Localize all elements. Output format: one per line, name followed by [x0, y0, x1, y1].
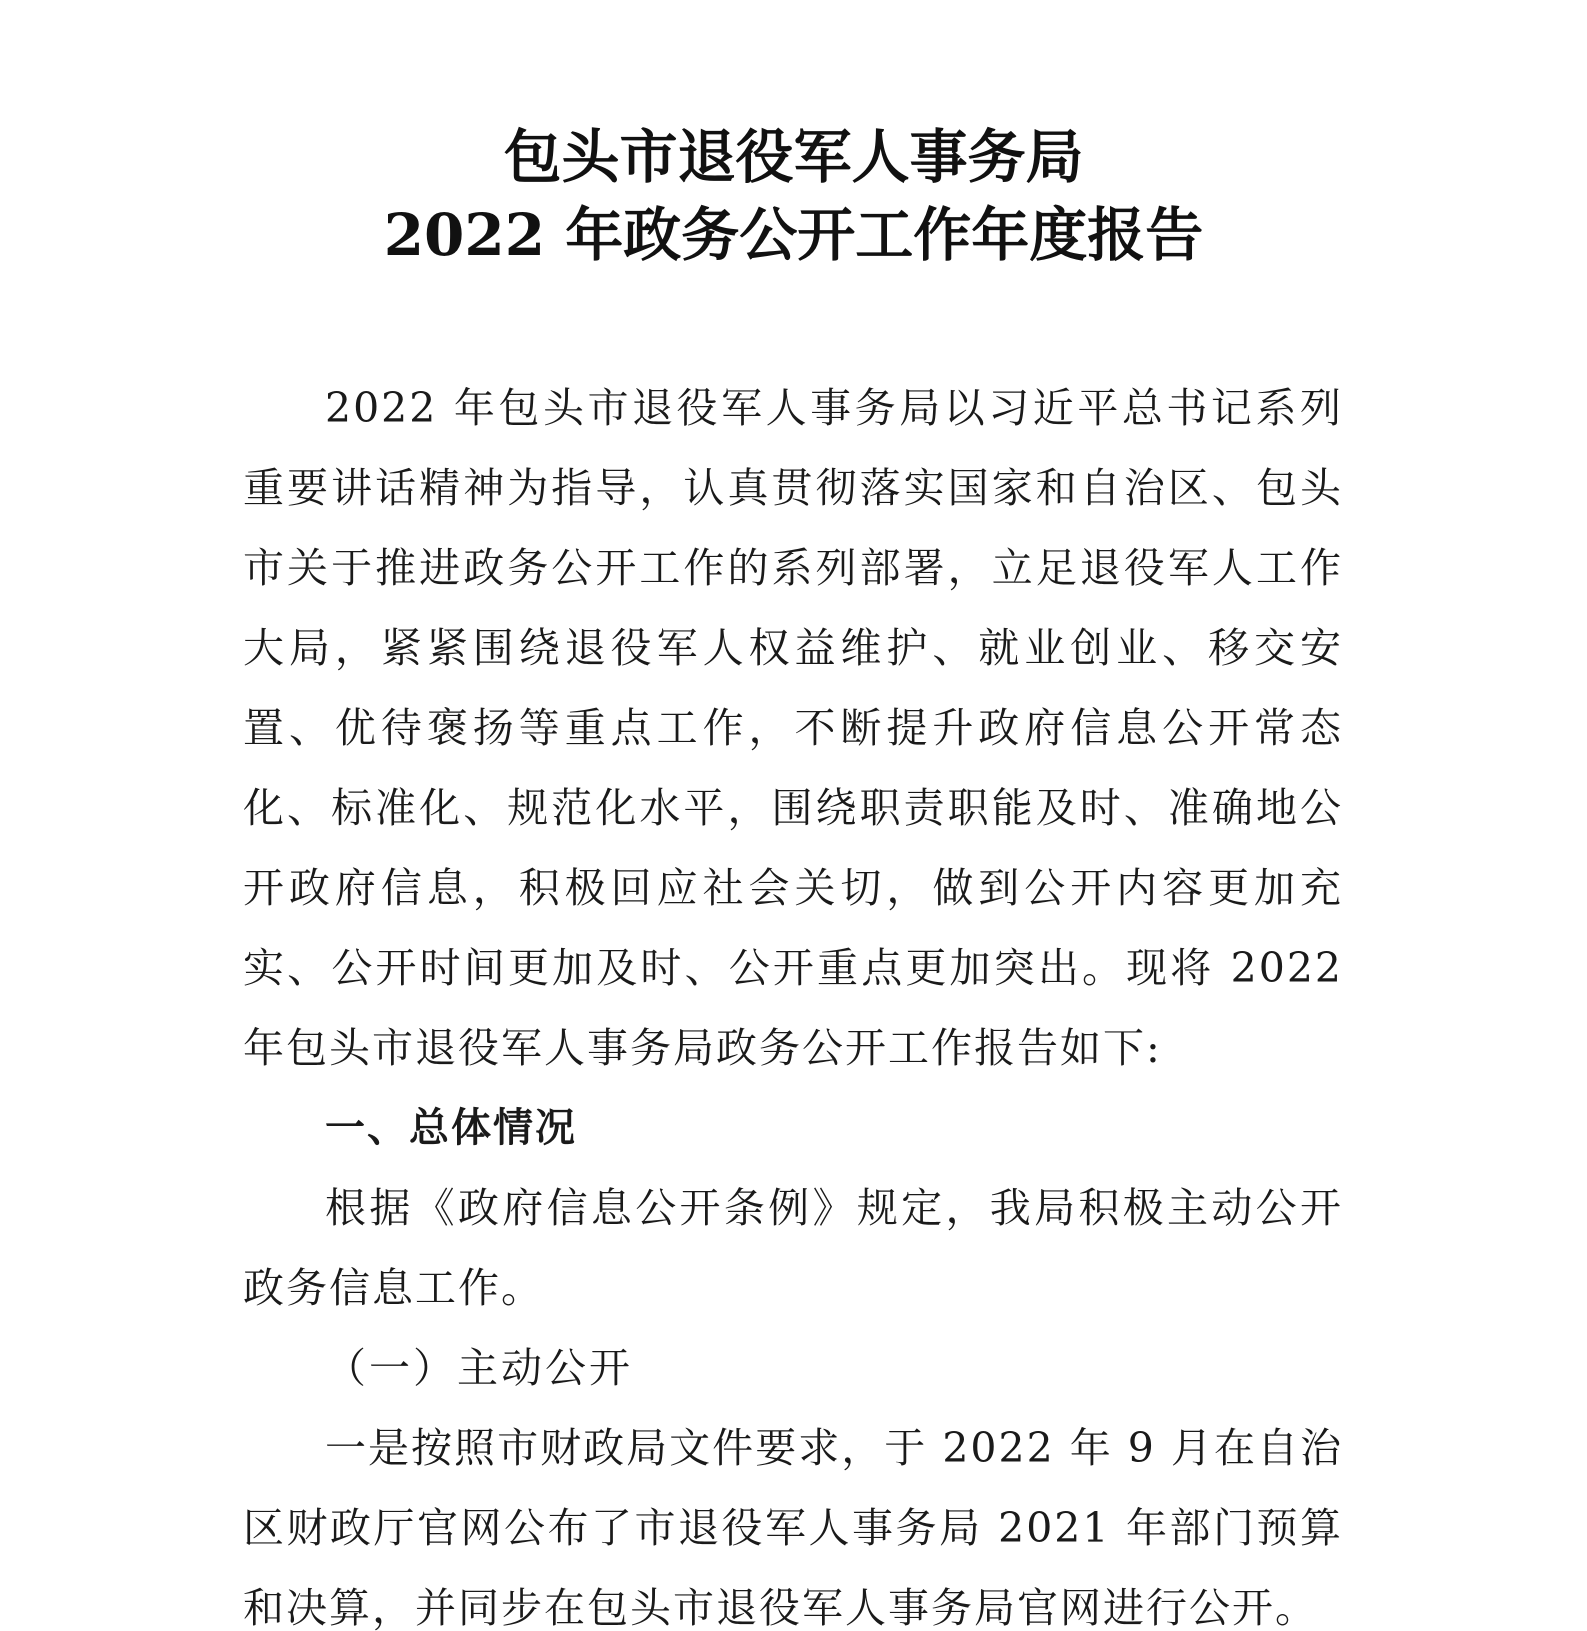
title-line-1: 包头市退役军人事务局 [503, 123, 1084, 191]
document-title [0, 118, 1587, 274]
subsection-heading-proactive: （一）主动公开 [325, 1344, 633, 1392]
document-body [243, 368, 1343, 1631]
title-line-2: 2022 年政务公开工作年度报告 [383, 201, 1204, 269]
intro-paragraph: 2022 年包头市退役军人事务局以习近平总书记系列重要讲话精神为指导，认真贯彻落实国家和自治区、包头市关于推进政务公开工作的系列部署，立足退役军人工作大局，紧紧围绕退役军人权益维护、就业创业、移交安置、优待褒扬等重点工作，不断提升政府信息公开常态化、标准化、规范化水平，围绕职责职能及时、准确地公开政府信息，积极回应社会关切，做到公开内容更加充实、公开时间更加及时、公开重点更加突出。现将 2022 年包头市退役军人事务局政务公开工作报告如下: [243, 384, 1343, 1072]
section-overview-paragraph: 根据《政府信息公开条例》规定，我局积极主动公开政务信息工作。 [243, 1184, 1343, 1312]
section-heading-overview: 一、总体情况 [325, 1105, 577, 1151]
subsection-proactive-paragraph: 一是按照市财政局文件要求，于 2022 年 9 月在自治区财政厅官网公布了市退役军人事务局 2021 年部门预算和决算，并同步在包头市退役军人事务局官网进行公开。 [243, 1424, 1343, 1631]
